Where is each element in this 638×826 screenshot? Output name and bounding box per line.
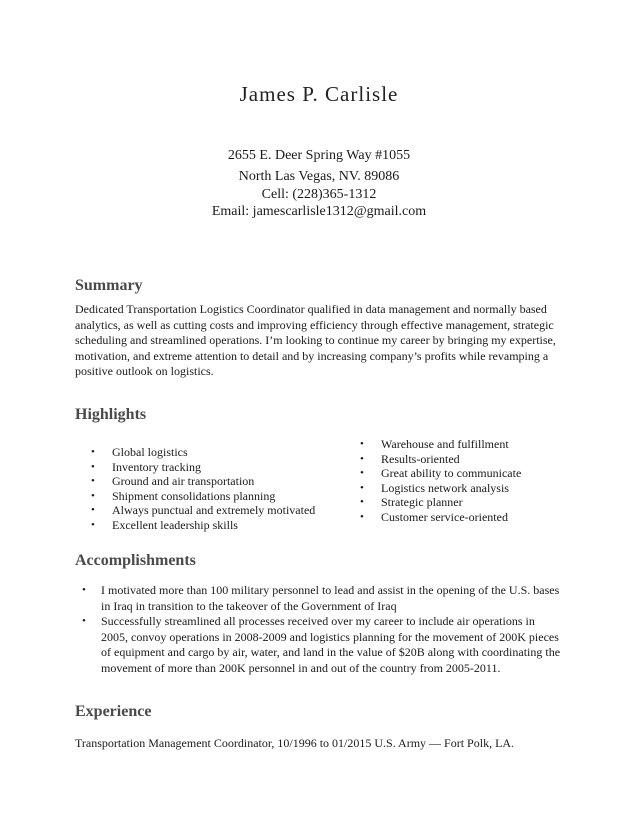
experience-heading: Experience — [75, 703, 152, 720]
list-item: • I motivated more than 100 military personnel to lead and assist in the opening of the U.S. bases in Iraq in transition to the takeover of the Government of Iraq — [82, 583, 562, 614]
summary-heading: Summary — [75, 277, 143, 294]
candidate-name: James P. Carlisle — [239, 82, 399, 106]
summary-text: Dedicated Transportation Logistics Coordinator qualified in data management and normally based analytics, as well as cutting costs and improving efficiency through effective management, strategic scheduling and streamlined operations. I’m looking to continue my career by bringing my expertise, motivation, and extreme attention to detail and by increasing company’s profits while revamping a positive outlook on logistics. — [75, 302, 556, 378]
accomplishments-heading: Accomplishments — [75, 552, 196, 569]
list-item: • Logistics network analysis — [360, 481, 560, 496]
address-line-1: 2655 E. Deer Spring Way #1055 — [227, 148, 411, 163]
list-item: • Ground and air transportation — [91, 474, 341, 489]
phone-line: Cell: (228)365-1312 — [261, 187, 377, 202]
list-item: • Great ability to communicate — [360, 466, 560, 481]
list-item: • Results-oriented — [360, 452, 560, 467]
list-item: • Shipment consolidations planning — [91, 489, 341, 504]
address-line-2: North Las Vegas, NV. 89086 — [238, 169, 400, 184]
highlights-heading: Highlights — [75, 406, 147, 423]
list-item: • Excellent leadership skills — [91, 518, 341, 533]
list-item: • Successfully streamlined all processes received over my career to include air operations in 2005, convoy operations in 2008-2009 and logistics planning for the movement of 200K pieces of equipment and cargo by air, water, and land in the value of $20B along with coordinating the movement of more than 200K personnel in and out of the country from 2005-2011. — [82, 614, 562, 676]
list-item: • Strategic planner — [360, 495, 560, 510]
list-item: • Inventory tracking — [91, 460, 341, 475]
highlights-right-list — [360, 437, 560, 524]
list-item: • Global logistics — [91, 445, 341, 460]
list-item: • Always punctual and extremely motivated — [91, 503, 341, 518]
email-line: Email: jamescarlisle1312@gmail.com — [211, 204, 427, 219]
highlights-left-list — [91, 445, 341, 532]
accomplishments-list — [82, 583, 562, 676]
experience-entry: Transportation Management Coordinator, 10/1996 to 01/2015 U.S. Army — Fort Polk, LA. — [75, 736, 515, 750]
list-item: • Customer service-oriented — [360, 510, 560, 525]
list-item: • Warehouse and fulfillment — [360, 437, 560, 452]
